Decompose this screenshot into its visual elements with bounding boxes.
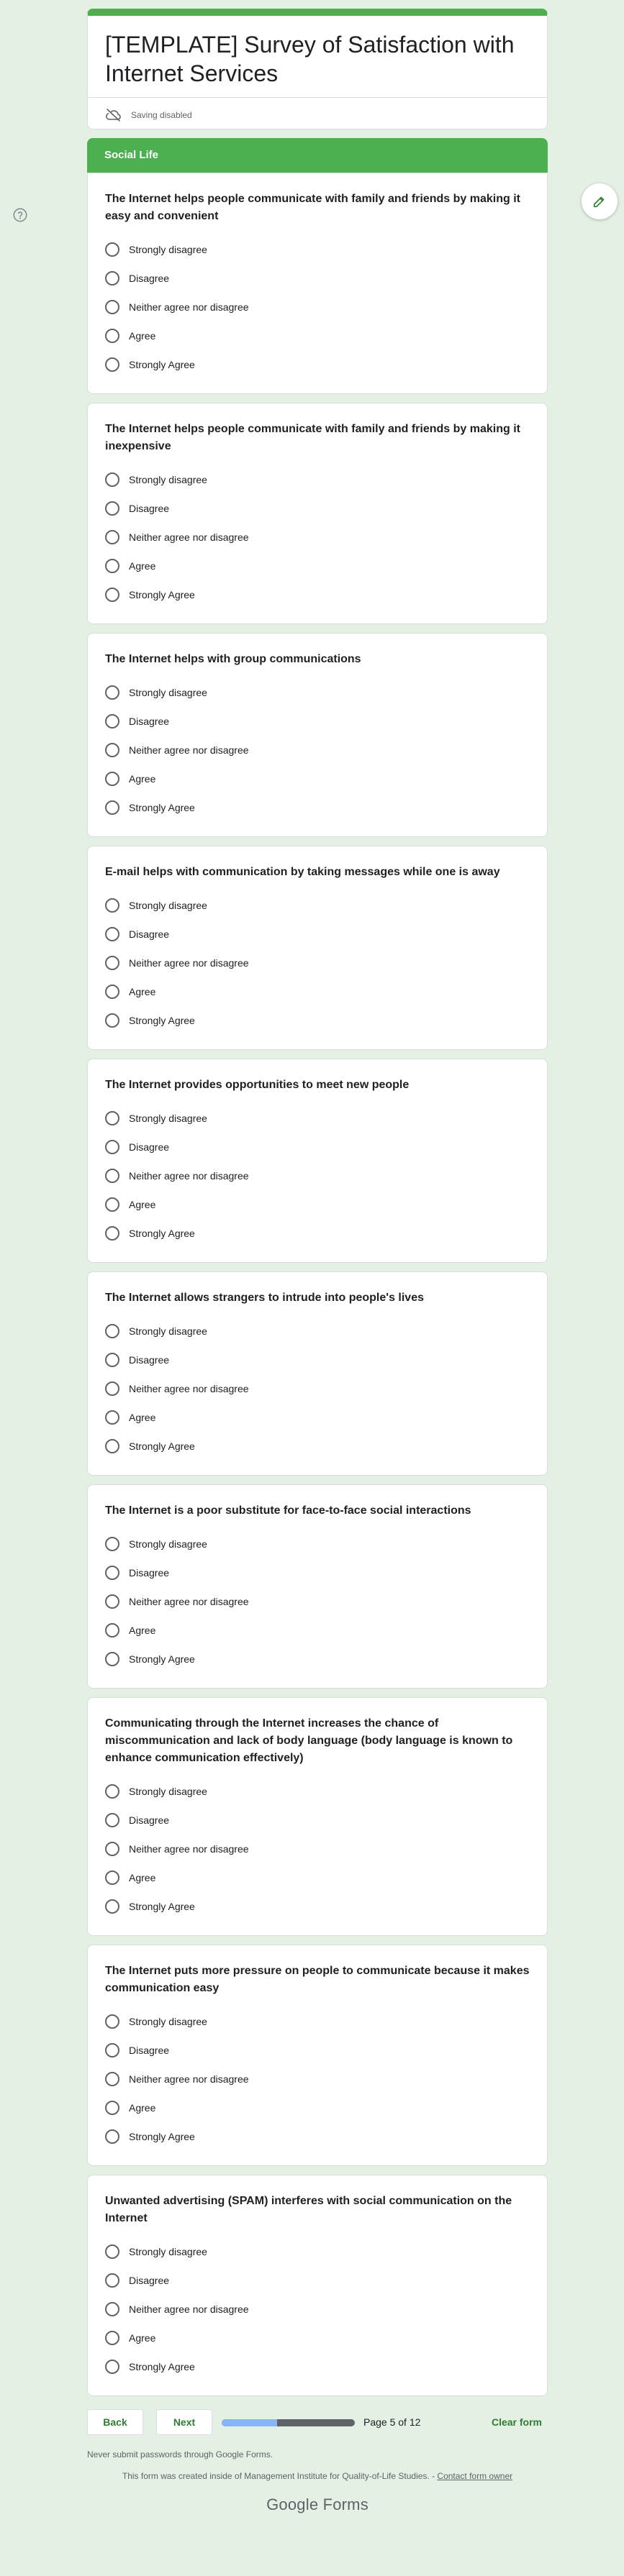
radio-option-label: Strongly disagree (129, 1113, 207, 1124)
radio-option-label: Strongly disagree (129, 1325, 207, 1337)
radio-option-label: Agree (129, 2102, 156, 2114)
question-card (87, 846, 548, 1050)
radio-option[interactable] (105, 1317, 530, 1346)
radio-option-label: Agree (129, 1199, 156, 1210)
radio-option-label: Strongly Agree (129, 1228, 195, 1239)
radio-button[interactable] (105, 1623, 119, 1638)
radio-option[interactable] (105, 1806, 530, 1835)
question-title: Communicating through the Internet increases the chance of miscommunication and lack of body language (body language is known to enhance communication effectively) (105, 1717, 513, 1764)
question-title: The Internet puts more pressure on people to communicate because it makes communication easy (105, 1965, 530, 1994)
radio-option[interactable] (105, 1161, 530, 1190)
radio-option-label: Agree (129, 560, 156, 572)
radio-button[interactable] (105, 1353, 119, 1367)
radio-option-label: Disagree (129, 2275, 170, 2286)
radio-button[interactable] (105, 2129, 119, 2144)
page-indicator: Page 5 of 12 (363, 2416, 421, 2428)
radio-option-label: Agree (129, 2332, 156, 2344)
radio-option-label: Neither agree nor disagree (129, 301, 249, 313)
radio-option[interactable] (105, 264, 530, 293)
radio-button[interactable] (105, 1842, 119, 1856)
radio-option[interactable] (105, 2007, 530, 2036)
radio-button[interactable] (105, 1140, 119, 1154)
radio-button[interactable] (105, 2072, 119, 2086)
radio-option-label: Disagree (129, 503, 170, 514)
radio-button[interactable] (105, 472, 119, 487)
radio-option[interactable] (105, 949, 530, 977)
radio-button[interactable] (105, 271, 119, 286)
radio-option-label: Strongly Agree (129, 2131, 195, 2142)
radio-button[interactable] (105, 956, 119, 970)
radio-button[interactable] (105, 1410, 119, 1425)
radio-option[interactable] (105, 465, 530, 494)
radio-button[interactable] (105, 1813, 119, 1827)
radio-option[interactable] (105, 1863, 530, 1892)
radio-button[interactable] (105, 714, 119, 729)
radio-option[interactable] (105, 891, 530, 920)
radio-option-label: Neither agree nor disagree (129, 1170, 249, 1182)
progress-bar (222, 2419, 355, 2426)
radio-button[interactable] (105, 2331, 119, 2345)
radio-button[interactable] (105, 242, 119, 257)
radio-button[interactable] (105, 743, 119, 757)
saving-status (105, 106, 192, 124)
radio-option[interactable] (105, 1346, 530, 1374)
question-card (87, 1697, 548, 1936)
radio-button[interactable] (105, 985, 119, 999)
radio-option-label: Disagree (129, 2045, 170, 2056)
radio-option-label: Neither agree nor disagree (129, 1843, 249, 1855)
radio-option[interactable] (105, 2295, 530, 2324)
radio-button[interactable] (105, 357, 119, 372)
radio-option-label: Agree (129, 330, 156, 342)
radio-option[interactable] (105, 494, 530, 523)
radio-option[interactable] (105, 2093, 530, 2122)
radio-button[interactable] (105, 1899, 119, 1914)
radio-option[interactable] (105, 1616, 530, 1645)
question-card (87, 2175, 548, 2396)
question-title: The Internet is a poor substitute for face-to-face social interactions (105, 1504, 471, 1517)
form-container (87, 0, 548, 2514)
radio-option[interactable] (105, 1558, 530, 1587)
radio-button[interactable] (105, 2244, 119, 2259)
radio-option-label: Neither agree nor disagree (129, 1383, 249, 1394)
radio-option[interactable] (105, 580, 530, 609)
radio-option[interactable] (105, 1587, 530, 1616)
radio-button[interactable] (105, 1652, 119, 1666)
radio-option[interactable] (105, 1374, 530, 1403)
radio-option[interactable] (105, 350, 530, 379)
radio-option-label: Strongly disagree (129, 244, 207, 255)
radio-option[interactable] (105, 1104, 530, 1133)
question-title: The Internet helps people communicate with family and friends by making it inexpensive (105, 423, 520, 452)
radio-option-label: Disagree (129, 1141, 170, 1153)
radio-button[interactable] (105, 530, 119, 544)
radio-button[interactable] (105, 2014, 119, 2029)
radio-button[interactable] (105, 1169, 119, 1183)
radio-option-label: Neither agree nor disagree (129, 1596, 249, 1607)
radio-button[interactable] (105, 329, 119, 343)
radio-button[interactable] (105, 1197, 119, 1212)
form-title: [TEMPLATE] Survey of Satisfaction with Internet Services (105, 32, 515, 86)
radio-button[interactable] (105, 1439, 119, 1453)
radio-option[interactable] (105, 1432, 530, 1461)
edit-button[interactable] (582, 183, 618, 219)
radio-option-label: Disagree (129, 1567, 170, 1579)
radio-button[interactable] (105, 1226, 119, 1241)
navigation-bar (87, 2405, 548, 2439)
radio-option[interactable] (105, 1530, 530, 1558)
radio-option-label: Strongly Agree (129, 1440, 195, 1452)
radio-button[interactable] (105, 588, 119, 602)
question-card (87, 1271, 548, 1476)
radio-button[interactable] (105, 2273, 119, 2288)
radio-option-label: Neither agree nor disagree (129, 2073, 249, 2085)
radio-option-label: Strongly disagree (129, 900, 207, 911)
radio-option-label: Strongly disagree (129, 474, 207, 485)
question-card (87, 403, 548, 624)
radio-option[interactable] (105, 2036, 530, 2065)
question-card (87, 1484, 548, 1689)
radio-button[interactable] (105, 559, 119, 573)
question-title: The Internet helps with group communications (105, 653, 361, 665)
radio-option[interactable] (105, 793, 530, 822)
radio-option[interactable] (105, 2065, 530, 2093)
question-list (87, 173, 548, 2396)
radio-option-label: Strongly Agree (129, 1653, 195, 1665)
radio-button[interactable] (105, 2043, 119, 2057)
radio-button[interactable] (105, 800, 119, 815)
radio-option[interactable] (105, 1645, 530, 1673)
radio-option-label: Strongly disagree (129, 687, 207, 698)
form-header-card (87, 9, 548, 129)
radio-button[interactable] (105, 1013, 119, 1028)
radio-option[interactable] (105, 1777, 530, 1806)
radio-option-label: Neither agree nor disagree (129, 531, 249, 543)
clear-form-button[interactable]: Clear form (491, 2416, 542, 2428)
radio-button[interactable] (105, 1324, 119, 1338)
radio-option[interactable] (105, 736, 530, 764)
radio-option-label: Disagree (129, 1814, 170, 1826)
radio-option[interactable] (105, 523, 530, 552)
radio-option[interactable] (105, 2352, 530, 2381)
radio-button[interactable] (105, 898, 119, 913)
radio-option[interactable] (105, 235, 530, 264)
radio-option-label: Neither agree nor disagree (129, 957, 249, 969)
header-divider (88, 97, 547, 98)
question-card (87, 633, 548, 837)
radio-option-label: Strongly Agree (129, 1901, 195, 1912)
radio-option-label: Strongly Agree (129, 589, 195, 600)
radio-option-label: Strongly disagree (129, 2016, 207, 2027)
question-card (87, 1059, 548, 1263)
radio-button[interactable] (105, 501, 119, 516)
radio-option-label: Strongly disagree (129, 1786, 207, 1797)
radio-option[interactable] (105, 2266, 530, 2295)
radio-button[interactable] (105, 1566, 119, 1580)
question-card (87, 1945, 548, 2166)
radio-option-label: Agree (129, 1625, 156, 1636)
radio-option-label: Strongly Agree (129, 359, 195, 370)
radio-option[interactable] (105, 1219, 530, 1248)
help-circle-icon[interactable] (12, 207, 28, 223)
question-card (87, 173, 548, 394)
google-forms-logo[interactable]: Google Forms (266, 2495, 368, 2513)
radio-option-label: Disagree (129, 928, 170, 940)
radio-button[interactable] (105, 685, 119, 700)
radio-button[interactable] (105, 772, 119, 786)
question-title: E-mail helps with communication by taking messages while one is away (105, 866, 500, 878)
question-title: Unwanted advertising (SPAM) interferes with social communication on the Internet (105, 2195, 512, 2224)
password-warning: Never submit passwords through Google Forms. (87, 2449, 273, 2459)
radio-option-label: Strongly Agree (129, 802, 195, 813)
radio-button[interactable] (105, 2101, 119, 2115)
radio-option-label: Disagree (129, 716, 170, 727)
radio-option-label: Agree (129, 773, 156, 785)
radio-option-label: Strongly Agree (129, 2361, 195, 2372)
radio-button[interactable] (105, 2360, 119, 2374)
radio-button[interactable] (105, 1784, 119, 1799)
progress-fill (222, 2419, 277, 2426)
radio-option[interactable] (105, 293, 530, 321)
radio-option[interactable] (105, 1403, 530, 1432)
radio-option-label: Agree (129, 1872, 156, 1883)
back-button[interactable]: Back (87, 2409, 143, 2435)
question-title: The Internet helps people communicate with family and friends by making it easy and convenient (105, 193, 520, 222)
radio-option-label: Strongly disagree (129, 2246, 207, 2257)
radio-option[interactable] (105, 2122, 530, 2151)
radio-option-label: Agree (129, 1412, 156, 1423)
footer-note (87, 2471, 548, 2481)
radio-option[interactable] (105, 707, 530, 736)
radio-option-label: Neither agree nor disagree (129, 2303, 249, 2315)
radio-option[interactable] (105, 1892, 530, 1921)
radio-option-label: Strongly disagree (129, 1538, 207, 1550)
saving-status-label: Saving disabled (131, 110, 192, 120)
radio-option[interactable] (105, 2237, 530, 2266)
cloud-off-icon (105, 106, 122, 124)
radio-option[interactable] (105, 764, 530, 793)
contact-owner-link[interactable]: Contact form owner (437, 2471, 513, 2481)
radio-option-label: Strongly Agree (129, 1015, 195, 1026)
next-button[interactable]: Next (156, 2409, 212, 2435)
radio-option-label: Disagree (129, 273, 170, 284)
radio-button[interactable] (105, 1594, 119, 1609)
radio-button[interactable] (105, 1871, 119, 1885)
radio-option[interactable] (105, 920, 530, 949)
section-header: Social Life (87, 138, 548, 173)
question-title: The Internet allows strangers to intrude into people's lives (105, 1292, 424, 1304)
radio-button[interactable] (105, 2302, 119, 2316)
pencil-icon (592, 193, 607, 209)
radio-option[interactable] (105, 1190, 530, 1219)
radio-option[interactable] (105, 678, 530, 707)
radio-option[interactable] (105, 552, 530, 580)
radio-option[interactable] (105, 1133, 530, 1161)
radio-option[interactable] (105, 2324, 530, 2352)
radio-option[interactable] (105, 977, 530, 1006)
radio-option[interactable] (105, 321, 530, 350)
radio-option-label: Neither agree nor disagree (129, 744, 249, 756)
radio-button[interactable] (105, 1537, 119, 1551)
radio-button[interactable] (105, 927, 119, 941)
radio-option[interactable] (105, 1835, 530, 1863)
radio-option-label: Agree (129, 986, 156, 997)
radio-option[interactable] (105, 1006, 530, 1035)
radio-button[interactable] (105, 1111, 119, 1125)
created-note: This form was created inside of Management Institute for Quality-of-Life Studies. - (122, 2471, 438, 2481)
radio-button[interactable] (105, 1381, 119, 1396)
radio-button[interactable] (105, 300, 119, 314)
radio-option-label: Disagree (129, 1354, 170, 1366)
question-title: The Internet provides opportunities to meet new people (105, 1079, 410, 1091)
